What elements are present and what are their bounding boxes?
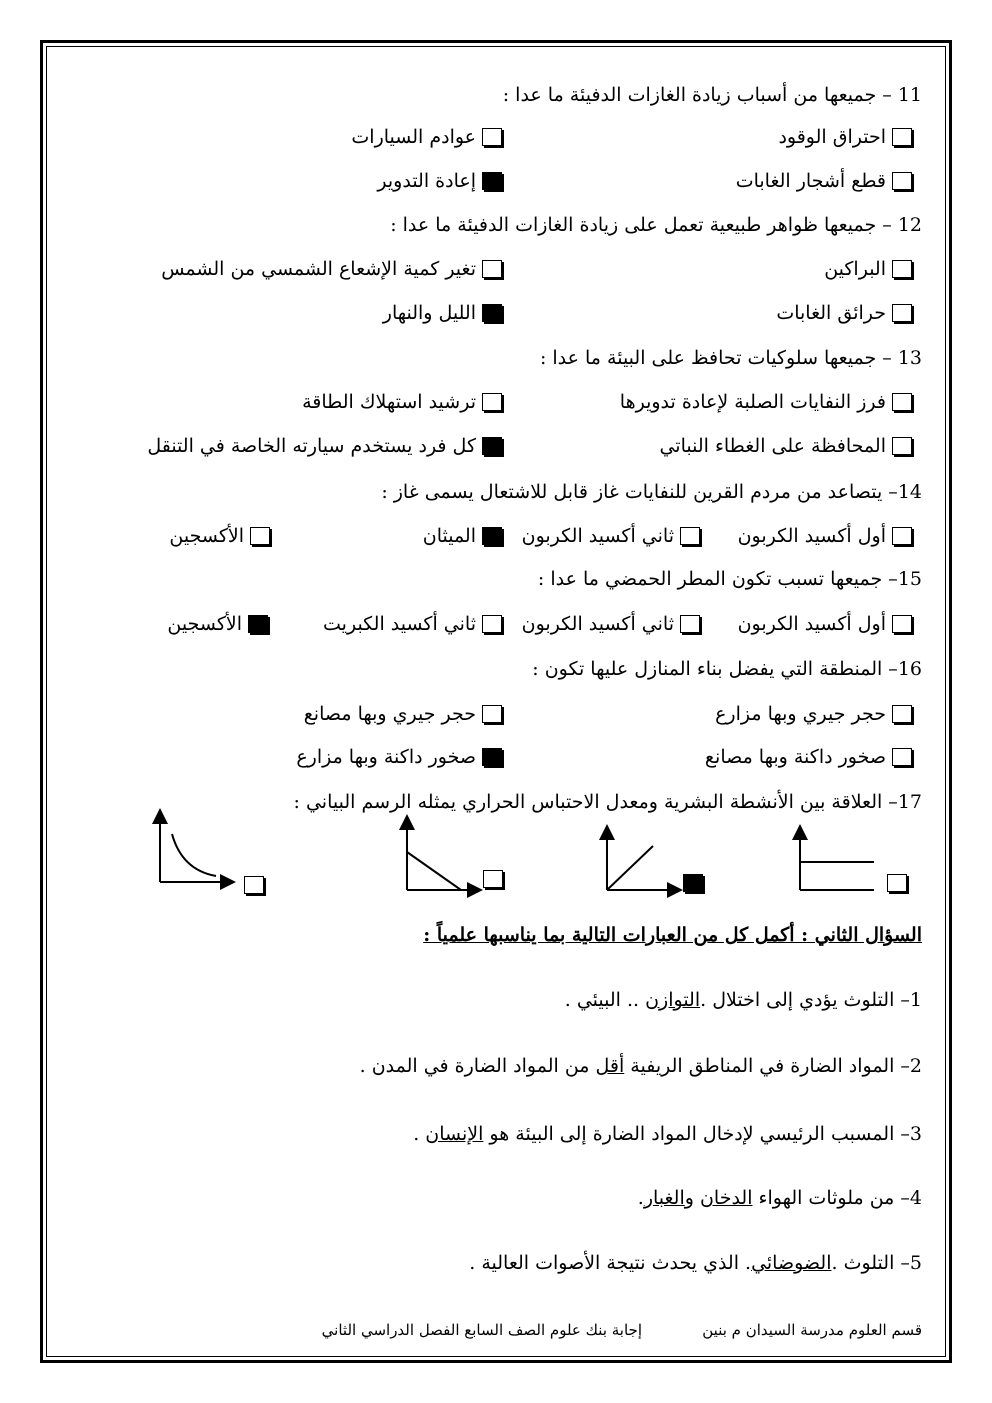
checkbox-checked[interactable] xyxy=(482,748,502,766)
q13-option-3[interactable]: المحافظة على الغطاء النباتي xyxy=(659,434,912,458)
fill-blank-3: 3– المسبب الرئيسي لإدخال المواد الضارة إلى البيئة هو الإنسان . xyxy=(413,1123,922,1145)
q11-option-1[interactable]: احتراق الوقود xyxy=(778,125,912,149)
checkbox-checked[interactable] xyxy=(482,304,502,322)
section2-heading: السؤال الثاني : أكمل كل من العبارات التالية بما يناسبها علمياً : xyxy=(423,924,922,946)
checkbox[interactable] xyxy=(892,748,912,766)
q16-option-2[interactable]: حجر جيري وبها مصانع xyxy=(304,702,502,726)
checkbox[interactable] xyxy=(482,705,502,723)
graph-decreasing-curve xyxy=(148,812,258,900)
checkbox-checked[interactable] xyxy=(482,437,502,455)
q15-option-1[interactable]: أول أكسيد الكربون xyxy=(738,612,912,636)
q13-option-2[interactable]: ترشيد استهلاك الطاقة xyxy=(302,390,502,414)
checkbox[interactable] xyxy=(482,393,502,411)
answer: الضوضائي xyxy=(751,1252,832,1274)
answer: الإنسان xyxy=(425,1123,484,1145)
q16-option-3[interactable]: صخور داكنة وبها مصانع xyxy=(705,745,912,769)
q12-option-2[interactable]: تغير كمية الإشعاع الشمسي من الشمس xyxy=(161,257,502,281)
q12-text: 12 – جميعها ظواهر طبيعية تعمل على زيادة الغازات الدفيئة ما عدا : xyxy=(390,214,922,236)
checkbox-checked[interactable] xyxy=(248,615,268,633)
q15-text: 15– جميعها تسبب تكون المطر الحمضي ما عدا : xyxy=(537,568,922,590)
checkbox[interactable] xyxy=(892,172,912,190)
q14-option-4[interactable]: الأكسجين xyxy=(169,524,270,548)
checkbox[interactable] xyxy=(482,260,502,278)
q13-option-1[interactable]: فرز النفايات الصلبة لإعادة تدويرها xyxy=(620,390,912,414)
q15-option-2[interactable]: ثاني أكسيد الكربون xyxy=(522,612,700,636)
checkbox[interactable] xyxy=(892,705,912,723)
q12-option-1[interactable]: البراكين xyxy=(824,257,912,281)
fill-blank-5: 5– التلوث .الضوضائي. الذي يحدث نتيجة الأصوات العالية . xyxy=(469,1252,922,1274)
checkbox[interactable] xyxy=(482,615,502,633)
q16-text: 16– المنطقة التي يفضل بناء المنازل عليها تكون : xyxy=(532,658,922,680)
graph-decreasing-linear-checkbox[interactable] xyxy=(483,870,503,888)
q17-text: 17– العلاقة بين الأنشطة البشرية ومعدل الاحتباس الحراري يمثله الرسم البياني : xyxy=(293,791,922,813)
footer-school: قسم العلوم مدرسة السيدان م بنين xyxy=(702,1321,922,1339)
checkbox[interactable] xyxy=(892,128,912,146)
fill-blank-1: 1– التلوث يؤدي إلى اختلال .التوازن .. البيئي . xyxy=(564,989,922,1011)
q15-option-4[interactable]: الأكسجين xyxy=(167,612,268,636)
q14-text: 14– يتصاعد من مردم القرين للنفايات غاز قابل للاشتعال يسمى غاز : xyxy=(381,481,922,503)
fill-blank-4: 4– من ملوثات الهواء الدخان والغبار. xyxy=(637,1187,922,1209)
checkbox[interactable] xyxy=(680,527,700,545)
q11-text: 11 – جميعها من أسباب زيادة الغازات الدفيئة ما عدا : xyxy=(502,84,922,106)
checkbox[interactable] xyxy=(680,615,700,633)
checkbox-checked[interactable] xyxy=(482,172,502,190)
checkbox[interactable] xyxy=(892,260,912,278)
checkbox[interactable] xyxy=(892,437,912,455)
checkbox[interactable] xyxy=(482,128,502,146)
q13-text: 13 – جميعها سلوكيات تحافظ على البيئة ما عدا : xyxy=(539,347,922,369)
q14-option-2[interactable]: ثاني أكسيد الكربون xyxy=(522,524,700,548)
checkbox[interactable] xyxy=(892,393,912,411)
q11-option-3[interactable]: قطع أشجار الغابات xyxy=(736,169,912,193)
q11-option-4[interactable]: إعادة التدوير xyxy=(377,169,502,193)
checkbox-checked[interactable] xyxy=(482,527,502,545)
q14-option-1[interactable]: أول أكسيد الكربون xyxy=(738,524,912,548)
answer: التوازن xyxy=(645,989,701,1011)
q15-option-3[interactable]: ثاني أكسيد الكبريت xyxy=(323,612,502,636)
graph-constant-checkbox[interactable] xyxy=(887,874,907,892)
q14-option-3[interactable]: الميثان xyxy=(423,524,502,548)
q11-option-2[interactable]: عوادم السيارات xyxy=(351,125,502,149)
q12-option-3[interactable]: حرائق الغابات xyxy=(776,301,912,325)
q13-option-4[interactable]: كل فرد يستخدم سيارته الخاصة في التنقل xyxy=(147,434,502,458)
checkbox[interactable] xyxy=(892,304,912,322)
q16-option-1[interactable]: حجر جيري وبها مزارع xyxy=(715,702,912,726)
answer: الغبار xyxy=(643,1187,685,1209)
q12-option-4[interactable]: الليل والنهار xyxy=(383,301,502,325)
q16-option-4[interactable]: صخور داكنة وبها مزارع xyxy=(296,745,502,769)
checkbox[interactable] xyxy=(250,527,270,545)
answer: أقل xyxy=(595,1055,625,1077)
footer-title: إجابة بنك علوم الصف السابع الفصل الدراسي الثاني xyxy=(321,1321,642,1339)
fill-blank-2: 2– المواد الضارة في المناطق الريفية أقل من المواد الضارة في المدن . xyxy=(359,1055,922,1077)
checkbox[interactable] xyxy=(892,527,912,545)
checkbox[interactable] xyxy=(892,615,912,633)
answer: الدخان xyxy=(699,1187,753,1209)
graph-increasing-checkbox-checked[interactable] xyxy=(683,874,703,892)
graph-decreasing-curve-checkbox[interactable] xyxy=(244,876,264,894)
